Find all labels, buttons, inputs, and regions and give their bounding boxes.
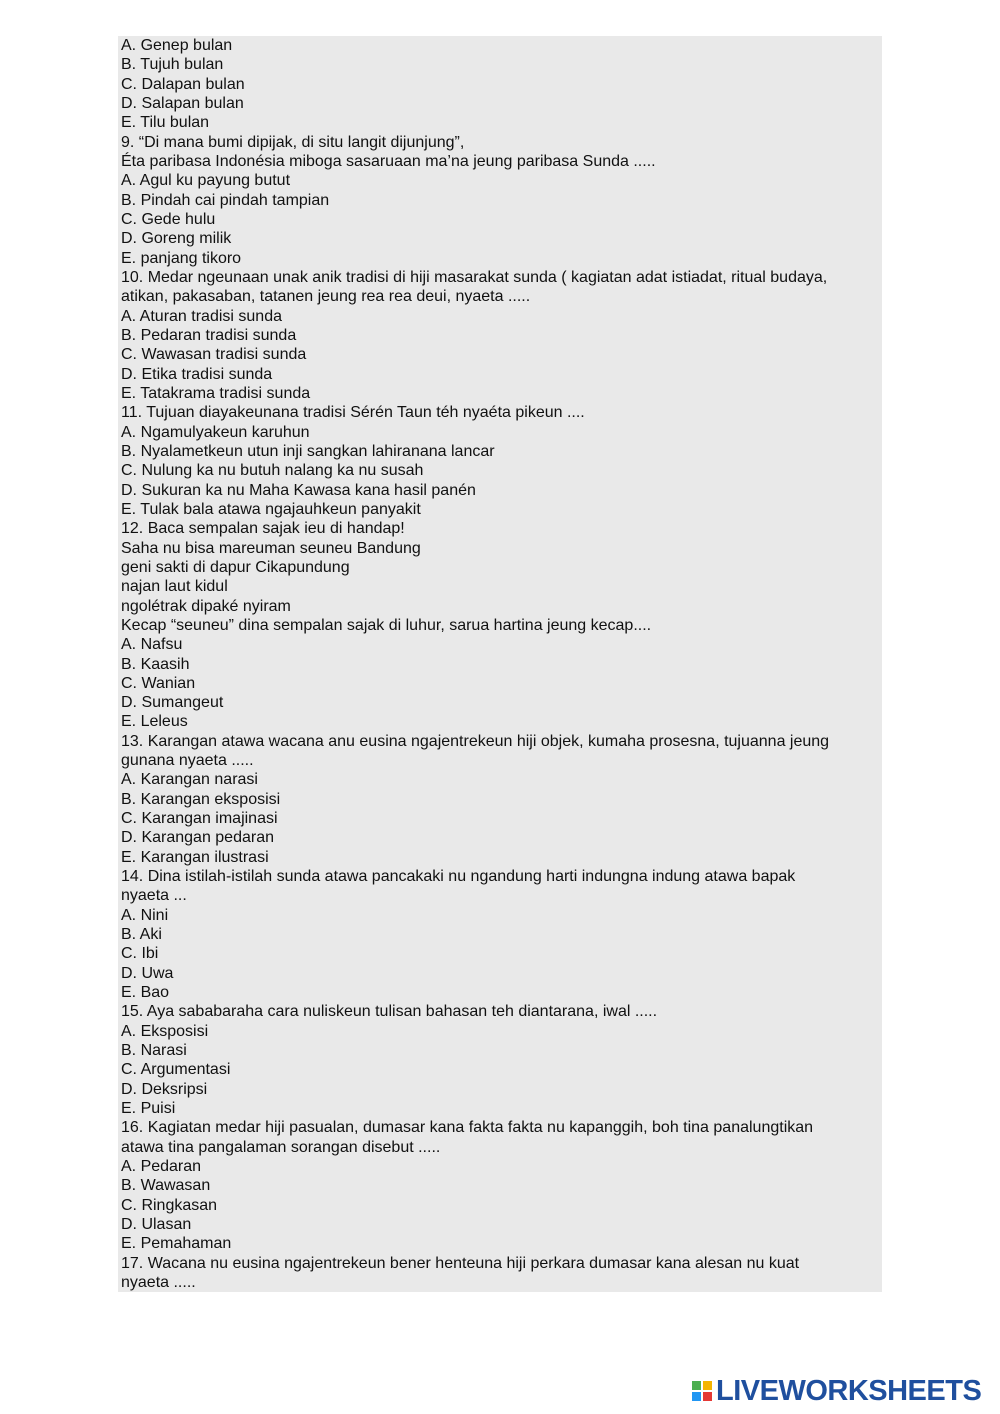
text-line: A. Ngamulyakeun karuhun — [121, 423, 310, 441]
text-line: C. Gede hulu — [121, 210, 216, 228]
liveworksheets-logo[interactable] — [692, 1376, 981, 1406]
text-line: geni sakti di dapur Cikapundung — [121, 558, 350, 576]
text-line: A. Eksposisi — [121, 1022, 209, 1040]
text-line: D. Uwa — [121, 964, 174, 982]
text-line: D. Sumangeut — [121, 694, 224, 712]
text-line: B. Kaasih — [121, 655, 190, 673]
text-line: najan laut kidul — [121, 578, 228, 596]
text-line: D. Ulasan — [121, 1216, 192, 1234]
text-line: D. Karangan pedaran — [121, 829, 274, 847]
liveworksheets-logo-icon — [692, 1381, 712, 1401]
text-line: 10. Medar ngeunaan unak anik tradisi di hiji masarakat sunda ( kagiatan adat istiadat, ritual budaya, — [121, 268, 828, 286]
text-line: nyaeta ... — [121, 887, 187, 905]
text-line: atawa tina pangalaman sorangan disebut ..... — [121, 1138, 441, 1156]
question-text-block — [121, 36, 879, 1292]
text-line: B. Pedaran tradisi sunda — [121, 326, 297, 344]
text-line: 15. Aya sababaraha cara nuliskeun tulisan bahasan teh diantarana, iwal ..... — [121, 1003, 658, 1021]
text-line: D. Etika tradisi sunda — [121, 365, 273, 383]
text-line: 14. Dina istilah-istilah sunda atawa pancakaki nu ngandung harti indungna indung atawa bapak — [121, 868, 796, 886]
text-line: C. Dalapan bulan — [121, 75, 245, 93]
text-line: E. Bao — [121, 984, 170, 1002]
text-line: atikan, pakasaban, tatanen jeung rea rea deui, nyaeta ..... — [121, 288, 531, 306]
text-line: C. Ringkasan — [121, 1196, 218, 1214]
text-line: A. Aturan tradisi sunda — [121, 307, 282, 325]
text-line: A. Nafsu — [121, 636, 183, 654]
text-line: 11. Tujuan diayakeunana tradisi Sérén Taun téh nyaéta pikeun .... — [121, 404, 585, 422]
text-line: D. Sukuran ka nu Maha Kawasa kana hasil panén — [121, 481, 476, 499]
text-line: B. Pindah cai pindah tampian — [121, 191, 330, 209]
text-line: C. Nulung ka nu butuh nalang ka nu susah — [121, 462, 424, 480]
text-line: B. Wawasan — [121, 1177, 211, 1195]
text-line: E. Puisi — [121, 1100, 176, 1118]
text-line: B. Aki — [121, 926, 162, 944]
text-line: 9. “Di mana bumi dipijak, di situ langit dijunjung”, — [121, 133, 465, 151]
text-line: ngolétrak dipaké nyiram — [121, 597, 291, 615]
text-line: A. Nini — [121, 906, 169, 924]
text-line: 16. Kagiatan medar hiji pasualan, dumasar kana fakta fakta nu kapanggih, boh tina panalungtikan — [121, 1119, 814, 1137]
logo-square-green — [692, 1381, 701, 1390]
text-line: gunana nyaeta ..... — [121, 752, 254, 770]
text-line: E. Pemahaman — [121, 1235, 232, 1253]
text-line: Éta paribasa Indonésia miboga sasaruaan ma’na jeung paribasa Sunda ..... — [121, 152, 656, 170]
text-line: Saha nu bisa mareuman seuneu Bandung — [121, 539, 421, 557]
text-line: C. Karangan imajinasi — [121, 810, 278, 828]
text-line: B. Tujuh bulan — [121, 56, 224, 74]
text-line: A. Agul ku payung butut — [121, 172, 291, 190]
liveworksheets-brand-name: LIVEWORKSHEETS — [716, 1374, 982, 1407]
text-line: B. Karangan eksposisi — [121, 790, 281, 808]
text-line: 17. Wacana nu eusina ngajentrekeun bener henteuna hiji perkara dumasar kana alesan nu kuat — [121, 1254, 800, 1272]
logo-square-red — [703, 1392, 712, 1401]
text-line: E. Tilu bulan — [121, 114, 210, 132]
text-line: B. Narasi — [121, 1042, 187, 1060]
text-line: D. Salapan bulan — [121, 94, 244, 112]
text-line: nyaeta ..... — [121, 1274, 196, 1291]
text-line: E. Leleus — [121, 713, 188, 731]
text-line: C. Ibi — [121, 945, 159, 963]
logo-square-yellow — [703, 1381, 712, 1390]
text-line: E. panjang tikoro — [121, 249, 242, 267]
text-line: C. Argumentasi — [121, 1061, 231, 1079]
text-line: 12. Baca sempalan sajak ieu di handap! — [121, 520, 405, 538]
text-line: A. Pedaran — [121, 1158, 202, 1176]
text-line: A. Karangan narasi — [121, 771, 258, 789]
text-line: 13. Karangan atawa wacana anu eusina ngajentrekeun hiji objek, kumaha prosesna, tujuanna jeung — [121, 732, 830, 750]
text-line: E. Karangan ilustrasi — [121, 848, 269, 866]
logo-square-blue — [692, 1392, 701, 1401]
text-line: A. Genep bulan — [121, 37, 233, 54]
text-line: E. Tulak bala atawa ngajauhkeun panyakit — [121, 500, 421, 518]
text-line: C. Wawasan tradisi sunda — [121, 346, 307, 364]
text-line: Kecap “seuneu” dina sempalan sajak di luhur, sarua hartina jeung kecap.... — [121, 616, 652, 634]
text-line: E. Tatakrama tradisi sunda — [121, 384, 311, 402]
text-line: D. Goreng milik — [121, 230, 232, 248]
text-line: C. Wanian — [121, 674, 196, 692]
text-line: B. Nyalametkeun utun inji sangkan lahiranana lancar — [121, 442, 495, 460]
text-line: D. Deksripsi — [121, 1080, 208, 1098]
